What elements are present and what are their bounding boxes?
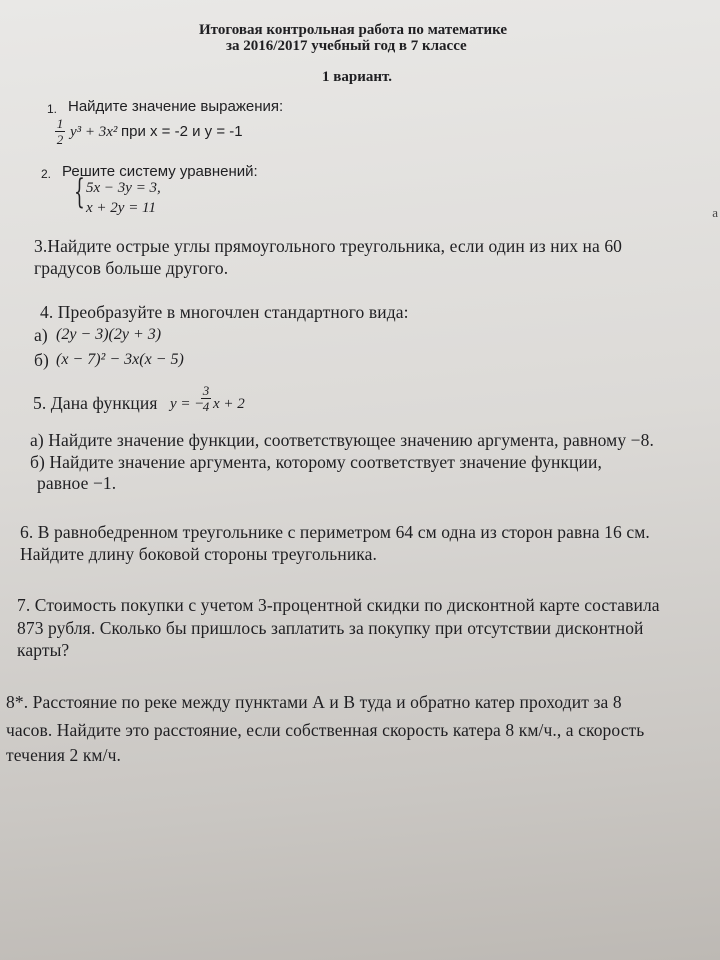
q5-b-text-line-1: б) Найдите значение аргумента, которому соответствует значение функции, [30,452,602,472]
q5-text: 5. Дана функция [33,393,158,413]
q5-function-tail: x + 2 [213,396,245,412]
title-line-1: Итоговая контрольная работа по математике [199,22,508,38]
q8-line-2: часов. Найдите это расстояние, если собственная скорость катера 8 км/ч., а скорость [6,720,645,740]
q4-b-expression: (x − 7)² − 3x(x − 5) [56,351,184,368]
q1-number: 1. [47,102,58,116]
q1-frac-den: 2 [56,132,64,147]
q4-b-label: б) [34,350,49,370]
q1-text: Найдите значение выражения: [68,98,284,115]
q7-line-2: 873 рубля. Сколько бы пришлось заплатить за покупку при отсутствии дисконтной [17,618,644,638]
q2-text: Решите систему уравнений: [62,163,258,180]
q1-condition: при x = -2 и y = -1 [121,123,243,140]
title-line-2: за 2016/2017 учебный год в 7 классе [226,38,467,54]
q2-number: 2. [41,167,52,181]
q3-line-1: 3.Найдите острые углы прямоугольного треугольника, если один из них на 60 [34,236,623,256]
system-brace: { [74,172,85,212]
q4-a-label: а) [34,325,48,345]
q5-b-text-line-2: равное −1. [37,473,117,493]
q5-fraction [201,384,211,413]
q1-fraction [55,117,65,146]
q5-frac-den: 4 [202,399,210,414]
q4-text: 4. Преобразуйте в многочлен стандартного вида: [40,302,409,322]
q8-line-3: течения 2 км/ч. [6,745,121,765]
q5-a-text: а) Найдите значение функции, соответствующее значению аргумента, равному −8. [30,430,654,450]
q8-line-1: 8*. Расстояние по реке между пунктами А и В туда и обратно катер проходит за 8 [6,692,622,712]
q6-line-1: 6. В равнобедренном треугольнике с периметром 64 см одна из сторон равна 16 см. [20,522,650,542]
edge-mark: а [712,205,718,220]
q6-line-2: Найдите длину боковой стороны треугольника. [20,544,377,564]
q2-equation-1: 5x − 3y = 3, [86,180,161,196]
q5-frac-num: 3 [202,383,210,398]
q1-frac-num: 1 [56,116,64,131]
q4-a-expression: (2y − 3)(2y + 3) [56,326,162,343]
q1-expression: y³ + 3x² [70,124,118,140]
q7-line-1: 7. Стоимость покупки с учетом 3-процентной скидки по дисконтной карте составила [17,595,660,615]
variant-label: 1 вариант. [322,69,392,85]
q3-line-2: градусов больше другого. [34,258,229,278]
q5-y-equals: y = − [170,396,205,412]
q7-line-3: карты? [17,640,70,660]
q2-equation-2: x + 2y = 11 [86,200,156,216]
